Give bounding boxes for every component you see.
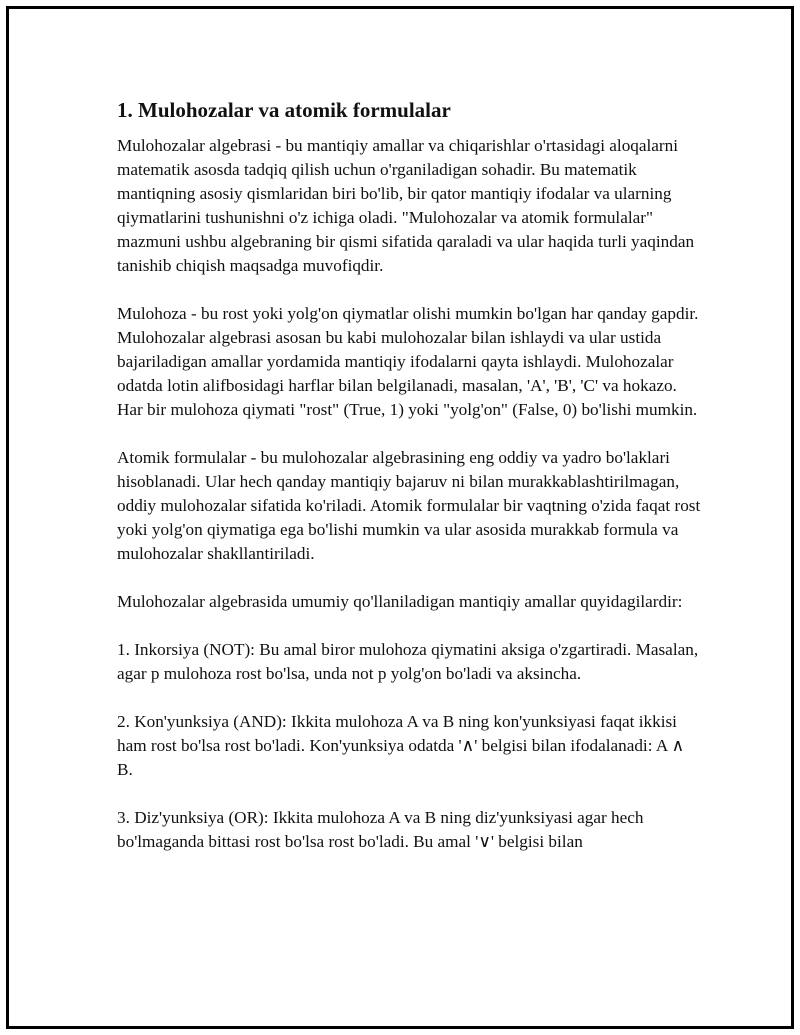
- list-item-and: 2. Kon'yunksiya (AND): Ikkita mulohoza A va B ning kon'yunksiyasi faqat ikkisi ham rost bo'lsa rost bo'ladi. Kon'yunksiya odatda '∧' belgisi bilan ifodalanadi: A ∧ B.: [117, 712, 685, 779]
- paragraph-mulohoza-definition: Mulohoza - bu rost yoki yolg'on qiymatlar olishi mumkin bo'lgan har qanday gapdir. Mulohozalar algebrasi asosan bu kabi mulohozalar bilan ishlaydi va ular ustida bajariladigan amallar yordamida mantiqiy ifodalarni qayta ishlaydi. Mulohozalar odatda lotin alifbosidagi harflar bilan belgilanadi, masalan, 'A', 'B', 'C' va hokazo. Har bir mulohoza qiymati "rost" (True, 1) yoki "yolg'on" (False, 0) bo'lishi mumkin.: [117, 304, 699, 419]
- page-frame: [6, 6, 794, 1029]
- document-body: [117, 97, 702, 878]
- section-heading: 1. Mulohozalar va atomik formulalar: [117, 98, 451, 122]
- paragraph-operations-intro: Mulohozalar algebrasida umumiy qo'llaniladigan mantiqiy amallar quyidagilardir:: [117, 592, 683, 611]
- paragraph-atomic-formulas: Atomik formulalar - bu mulohozalar algebrasining eng oddiy va yadro bo'laklari hisoblanadi. Ular hech qanday mantiqiy bajaruv ni bilan murakkablashtirilmagan, oddiy mulohozalar sifatida ko'riladi. Atomik formulalar bir vaqtning o'zida faqat rost yoki yolg'on qiymatiga ega bo'lishi mumkin va ular asosida murakkab formula va mulohozalar shakllantiriladi.: [117, 448, 701, 563]
- list-item-or: 3. Diz'yunksiya (OR): Ikkita mulohoza A va B ning diz'yunksiyasi agar hech bo'lmaganda bittasi rost bo'lsa rost bo'ladi. Bu amal '∨' belgisi bilan: [117, 808, 644, 851]
- paragraph-intro: Mulohozalar algebrasi - bu mantiqiy amallar va chiqarishlar o'rtasidagi aloqalarni matematik asosda tadqiq qilish uchun o'rganiladigan sohadir. Bu matematik mantiqning asosiy qismlaridan biri bo'lib, bir qator mantiqiy ifodalar va ularning qiymatlarini tushunishni o'z ichiga oladi. "Mulohozalar va atomik formulalar" mazmuni ushbu algebraning bir qismi sifatida qaraladi va ular haqida turli yaqindan tanishib chiqish maqsadga muvofiqdir.: [117, 136, 695, 275]
- list-item-not: 1. Inkorsiya (NOT): Bu amal biror mulohoza qiymatini aksiga o'zgartiradi. Masalan, agar p mulohoza rost bo'lsa, unda not p yolg'on bo'ladi va aksincha.: [117, 640, 699, 683]
